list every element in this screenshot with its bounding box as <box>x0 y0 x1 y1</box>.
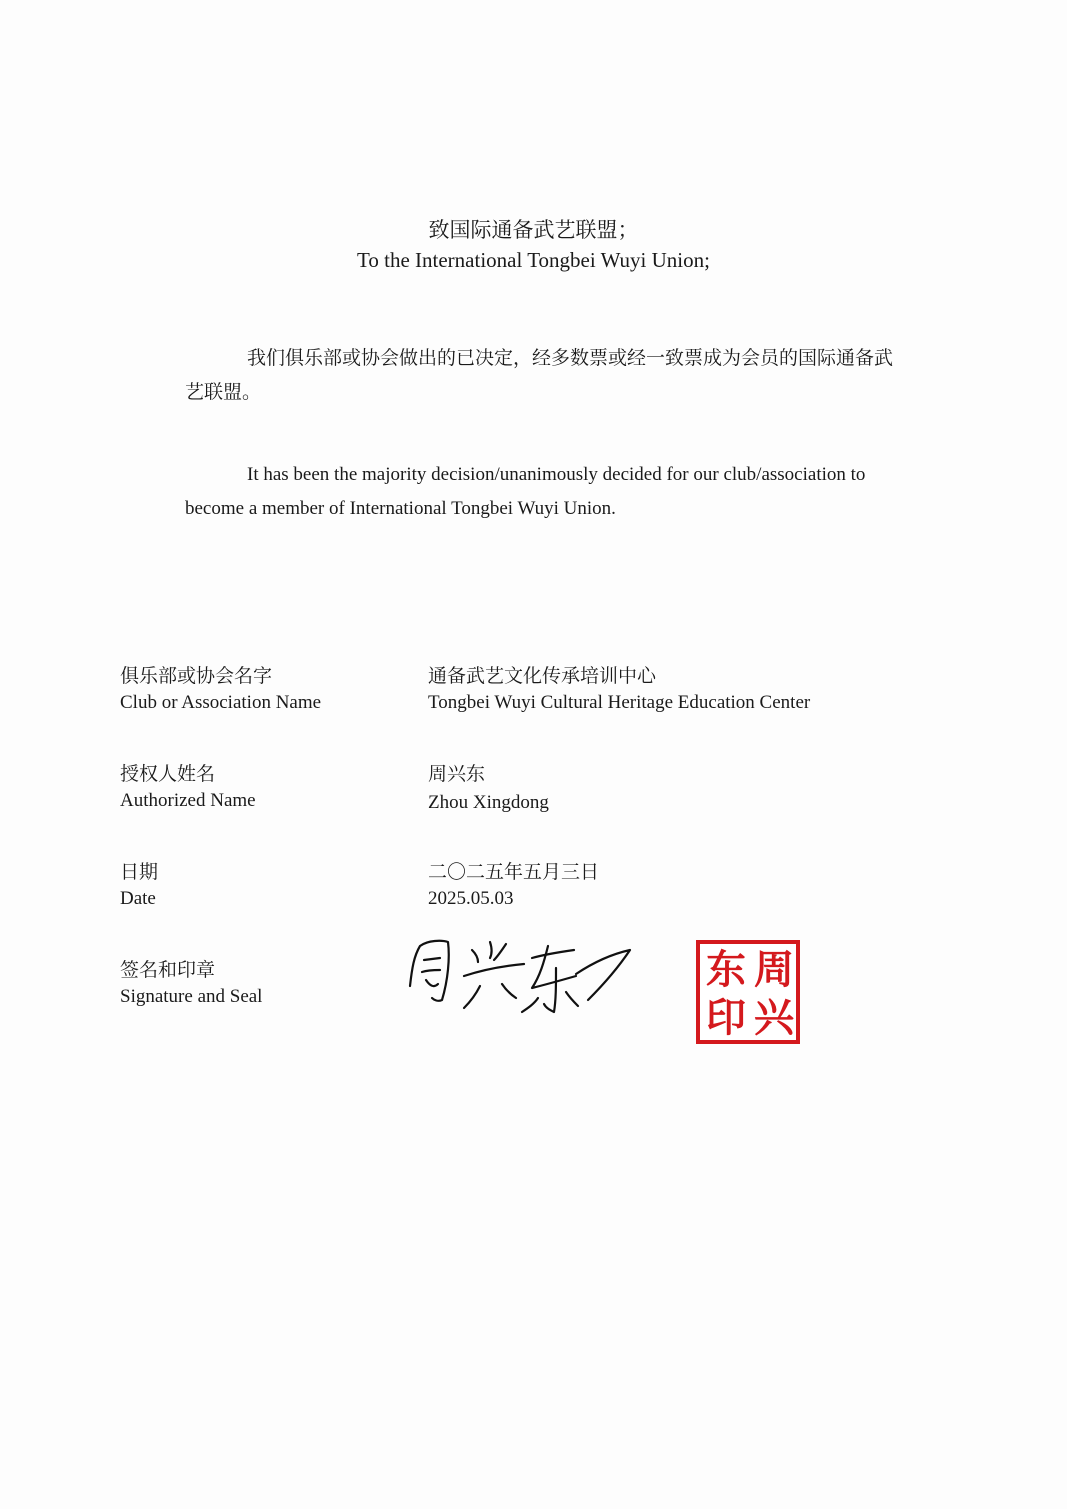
club-name-value-cn: 通备武艺文化传承培训中心 <box>428 666 657 687</box>
date-value-cn: 二〇二五年五月三日 <box>428 862 600 883</box>
seal-char-3: 东 <box>706 947 746 993</box>
declaration-text-en: It has been the majority decision/unanimously decided for our club/association to become a member of International Tongbei Wuyi Union. <box>185 464 866 519</box>
date-label-cn: 日期 <box>120 862 159 883</box>
red-seal-stamp <box>696 940 800 1044</box>
seal-char-4: 印 <box>706 995 746 1041</box>
seal-char-1: 周 <box>754 947 794 993</box>
header-title-cn: 致国际通备武艺联盟； <box>428 218 639 242</box>
declaration-paragraph-en <box>185 458 905 526</box>
header-title-en: To the International Tongbei Wuyi Union; <box>357 248 710 272</box>
club-name-label-en: Club or Association Name <box>120 692 322 713</box>
date-value-en: 2025.05.03 <box>428 888 514 909</box>
authorized-name-label-en: Authorized Name <box>120 790 256 811</box>
handwritten-signature <box>398 928 638 1023</box>
club-name-label-cn: 俱乐部或协会名字 <box>120 666 273 687</box>
authorized-name-value-cn: 周兴东 <box>428 764 486 785</box>
club-name-value-en: Tongbei Wuyi Cultural Heritage Education Center <box>428 692 811 713</box>
signature-label-cn: 签名和印章 <box>120 960 216 981</box>
declaration-text-cn: 我们俱乐部或协会做出的已决定，经多数票或经一致票成为会员的国际通备武艺联盟。 <box>185 348 894 403</box>
date-label-en: Date <box>120 888 156 909</box>
authorized-name-label-cn: 授权人姓名 <box>120 764 216 785</box>
authorized-name-value-en: Zhou Xingdong <box>428 792 549 813</box>
declaration-paragraph-cn <box>185 342 900 410</box>
seal-char-2: 兴 <box>754 995 794 1041</box>
signature-label-en: Signature and Seal <box>120 986 263 1007</box>
